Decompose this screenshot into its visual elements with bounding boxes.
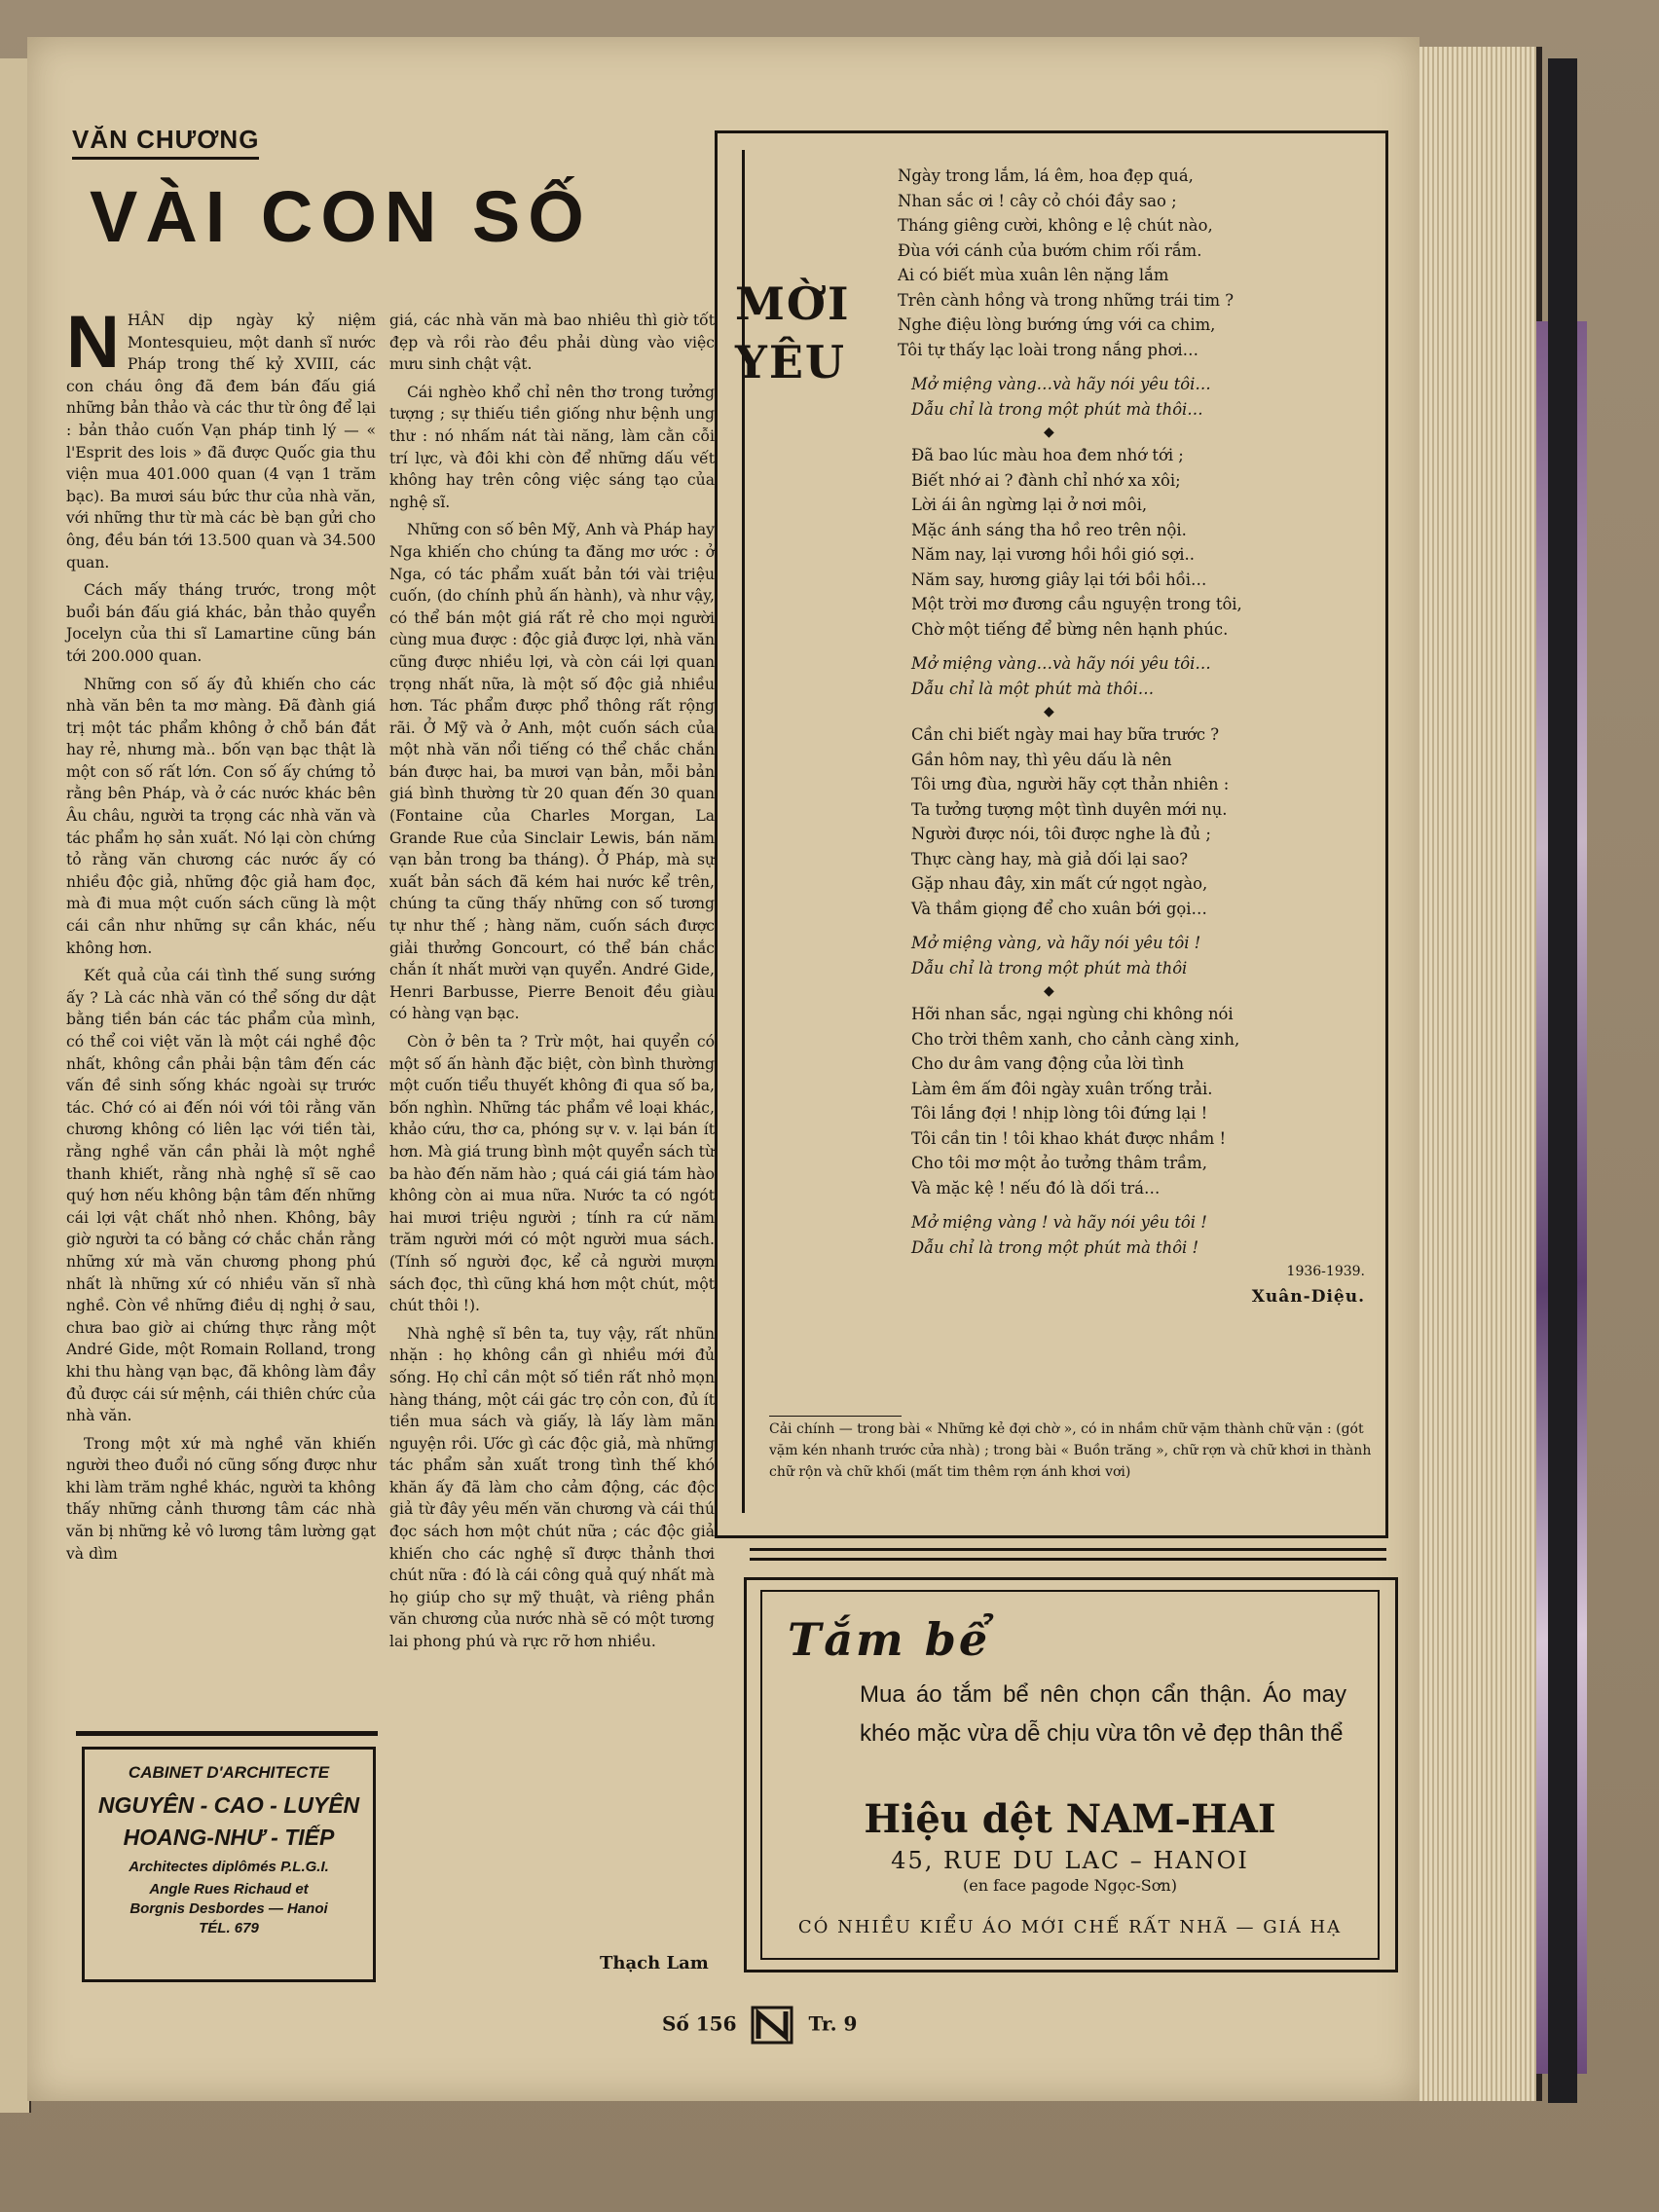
poem-refrain: Dẫu chỉ là trong một phút mà thôi !	[911, 1237, 1199, 1257]
poem-refrain: Mở miệng vàng…và hãy nói yêu tôi…	[911, 654, 1211, 673]
poem-line: Hỡi nhan sắc, ngại ngùng chi không nói	[911, 1005, 1234, 1023]
ad-subaddress: (en face pagode Ngọc-Sơn)	[963, 1876, 1177, 1895]
poem-line: Người được nói, tôi được nghe là đủ ;	[911, 825, 1211, 843]
diamond-ornament: ◆	[1044, 424, 1054, 440]
masthead-logo-icon	[751, 2006, 793, 2045]
poem-line: Trên cành hồng và trong những trái tim ?	[898, 290, 1235, 310]
poem-line: Tôi ưng đùa, người hãy cợt thản nhiên :	[911, 775, 1230, 793]
ad-brand: Hiệu dệt NAM-HAI	[864, 1796, 1276, 1842]
article-paragraph: Nhà nghệ sĩ bên ta, tuy vậy, rất nhũn nhặn : họ không cần gì nhiều mới đủ sống. Họ chỉ cần một số tiền rất nhỏ mọn hàng tháng, một cái gác trọ cỏn con, đủ ít tiền mua sách và giấy, là lấy làm mãn nguyện rồi. Ước gì các độc giả, mà những tác phẩm sản xuất trong tình thế khó khăn ấy đã làm cho cảm động, các độc giả từ đây yêu mến văn chương và cái thú đọc sách hơn một chút nữa ; các độc giả khiến cho các nghệ sĩ được thảnh thơi chút nữa : đó là cái công quả quý nhất mà họ giúp cho sự mỹ thuật, và riêng phần văn chương của nước nhà sẽ có một tương lai phong phú và rực rỡ hơn nhiều.	[389, 1324, 715, 1651]
poem-line: Làm êm ấm đôi ngày xuân trống trải.	[911, 1079, 1213, 1098]
ad-inner-frame	[760, 1590, 1380, 1960]
ad-title: Tắm bể	[788, 1613, 991, 1666]
article-paragraph: giá, các nhà văn mà bao nhiêu thì giờ tốt đẹp và rồi rào đều phải dùng vào việc mưu sinh chật vật.	[389, 312, 715, 374]
issue-number: Số 156	[662, 2011, 737, 2036]
poem-line: Một trời mơ đương cầu nguyện trong tôi,	[911, 595, 1242, 613]
poem-line: Cho trời thêm xanh, cho cảnh càng xinh,	[911, 1029, 1240, 1049]
cab-line: TÉL. 679	[199, 1920, 259, 1936]
poem-title-line: YÊU	[735, 336, 847, 388]
poem-line: Đùa với cánh của bướm chim rối rắm.	[898, 240, 1202, 260]
poem-line: Cho dư âm vang động của lời tình	[911, 1054, 1185, 1073]
correction-text: Cải chính — trong bài « Những kẻ đợi chờ », có in nhầm chữ vặm thành chữ vặn : (gót vặm kén nhanh trước cửa nhà) ; trong bài « Buồn trăng », chữ rợn và chữ khơi in thành chữ rộn và chữ khối (mất tim thêm rợn ánh khơi vơi)	[769, 1421, 1372, 1480]
article-signature: Thạch Lam	[600, 1953, 709, 1973]
book-page-edges	[1419, 47, 1542, 2101]
article-paragraph: NHÂN dịp ngày kỷ niệm Montesquieu, một danh sĩ nước Pháp trong thế kỷ XVIII, các con cháu ông đã đem bán đấu giá những bản thảo và các thư từ ông để lại : bản thảo cuốn Vạn pháp tinh lý — « l'Esprit des lois » đã được Quốc gia thu viện mua 401.000 quan (4 vạn 1 trăm bạc). Ba mươi sáu bức thư của nhà văn, với những thư từ mà các bè bạn gửi cho ông, đều bán tới 13.500 quan và 34.500 quan.	[66, 301, 376, 571]
drop-cap: N	[66, 301, 120, 384]
diamond-ornament: ◆	[1044, 983, 1054, 999]
ad-tagline: CÓ NHIỀU KIỂU ÁO MỚI CHẾ RẤT NHÃ — GIÁ HẠ	[797, 1917, 1343, 1937]
poem-title	[735, 275, 851, 391]
page-number: Tr. 9	[808, 2011, 858, 2036]
poem-line: Và thầm giọng để cho xuân bới gọi…	[911, 899, 1207, 918]
poem-refrain: Mở miệng vàng, và hãy nói yêu tôi !	[911, 934, 1201, 952]
article-title: VÀI CON SỐ	[90, 176, 592, 257]
cab-line: HOANG-NHƯ - TIẾP	[123, 1825, 335, 1850]
poem-line: Tháng giêng cười, không e lệ chút nào,	[898, 216, 1213, 235]
article-paragraph: Cách mấy tháng trước, trong một buổi bán đấu giá khác, bản thảo quyển Jocelyn của thi sĩ Lamartine cũng bán tới 200.000 quan.	[66, 581, 376, 665]
poem-line: Nhan sắc ơi ! cây cỏ chói đầy sao ;	[898, 191, 1177, 210]
poem-line: Thực càng hay, mà giả dối lại sao?	[911, 849, 1188, 868]
poem-refrain: Dẫu chỉ là trong một phút mà thôi…	[911, 399, 1203, 419]
poem-line: Tôi lắng đợi ! nhịp lòng tôi đứng lại !	[911, 1104, 1208, 1123]
poem-line: Ai có biết mùa xuân lên nặng lắm	[898, 266, 1169, 284]
ad-text: Mua áo tắm bể nên chọn cẩn thận. Áo may khéo mặc vừa dễ chịu vừa tôn vẻ đẹp thân thể	[860, 1681, 1346, 1747]
book-cover	[1548, 58, 1577, 2103]
poem-line: Cần chi biết ngày mai hay bữa trước ?	[911, 725, 1220, 744]
poem-line: Đã bao lúc màu hoa đem nhớ tới ;	[911, 446, 1184, 464]
poem-line: Ta tưởng tượng một tình duyên mới nụ.	[911, 799, 1228, 819]
diamond-ornament: ◆	[1044, 704, 1054, 719]
poem-line: Cho tôi mơ một ảo tưởng thâm trầm,	[911, 1154, 1207, 1172]
article-paragraph: Còn ở bên ta ? Trừ một, hai quyển có một số ấn hành đặc biệt, còn bình thường một cuốn tiểu thuyết không đi qua số ba, bốn nghìn. Những tác phẩm về loại khác, khảo cứu, thơ ca, phóng sự v. v. lại bán ít hơn. Mà giá trung bình một quyển sách từ ba hào đến năm hào ; quá cái giá tám hào không còn ai mua nữa. Nước ta có ngót hai mươi triệu người ; tính ra cứ năm trăm người mới có một người mua sách. (Tính số người đọc, kể cả người mượn sách đọc, thì cũng khá hơn một chút, một chút thôi !).	[389, 1033, 715, 1315]
poem-refrain: Mở miệng vàng…và hãy nói yêu tôi…	[911, 375, 1211, 393]
ad-address: 45, RUE DU LAC – HANOI	[891, 1847, 1249, 1874]
poem-refrain: Dẫu chỉ là một phút mà thôi…	[911, 679, 1155, 698]
poem-author: Xuân-Diệu.	[1251, 1286, 1365, 1307]
swimwear-advertisement	[744, 1577, 1398, 1972]
cab-line: Architectes diplômés P.L.G.I.	[129, 1859, 329, 1875]
poem-line: Năm nay, lại vương hồi hồi gió sợi..	[911, 545, 1195, 564]
correction-note	[769, 1416, 1373, 1483]
poem-refrain: Mở miệng vàng ! và hãy nói yêu tôi !	[911, 1213, 1207, 1232]
page-footer	[662, 2006, 905, 2045]
poem-refrain: Dẫu chỉ là trong một phút mà thôi	[911, 958, 1188, 977]
poem-title-line: MỜI	[735, 277, 851, 330]
poem-line: Gần hôm nay, thì yêu dấu là nên	[911, 750, 1172, 769]
poem-body	[898, 164, 1365, 1309]
article-paragraph: Những con số ấy đủ khiến cho các nhà văn bên ta mơ màng. Đã đành giá trị một tác phẩm không ở chỗ bán đắt hay rẻ, nhưng mà.. bốn vạn bạc thật là một con số rất lớn. Con số ấy chứng tỏ rằng bên Pháp, và ở các nước khác bên Âu châu, người ta trọng các nhà văn và tác phẩm họ sản xuất. Nó lại còn chứng tỏ rằng văn chương các nước ấy có nhiều độc giả, những độc giả ham đọc, mà đi mua một cuốn sách cũng là một cái cần như những sự cần khác, nếu không hơn.	[66, 675, 376, 957]
article-paragraph: Trong một xứ mà nghề văn khiến người theo đuổi nó cũng sống được như khi làm trăm nghề khác, người ta không thấy những cảnh thương tâm các nhà văn bị những kẻ vô lương tâm lường gạt và dìm	[66, 1434, 376, 1563]
poem-line: Biết nhớ ai ? đành chỉ nhớ xa xôi;	[911, 470, 1181, 490]
poem-line: Tôi tự thấy lạc loài trong nắng phơi…	[898, 340, 1199, 359]
cab-line: NGUYÊN - CAO - LUYÊN	[97, 1792, 360, 1818]
note-rule	[769, 1416, 902, 1417]
divider	[76, 1731, 378, 1736]
divider	[750, 1548, 1386, 1551]
divider	[750, 1558, 1386, 1561]
article-paragraph: Kết quả của cái tình thế sung sướng ấy ? Là các nhà văn có thể sống dư dật bằng tiền bán các tác phẩm của mình, có thể coi việt văn là một cái nghề độc nhất, không cần phải bận tâm đến các vấn đề sinh sống khác ngoài sự trước tác. Chớ có ai đến nói với tôi rằng văn chương không có liên lạc với tiền tài, rằng nghề văn cần phải là một nghề thanh khiết, rằng nhà nghệ sĩ sẽ cao quý hơn nếu không bận tâm đến những cái lợi vật chất nhỏ nhen. Không, bây giờ người ta có bằng cớ chắc chắn rằng những xứ mà văn chương phong phú nhất là những xứ có nhiều văn sĩ nhà nghề. Còn về những điều dị nghị ở sau, chưa bao giờ ai chứng thực rằng một André Gide, một Romain Rolland, trong khi thu hàng vạn bạc, đã không làm đầy đủ được cái sứ mệnh, cái thiên chức của nhà văn.	[66, 967, 376, 1425]
article-column-2	[389, 310, 715, 1659]
cab-line: CABINET D'ARCHITECTE	[128, 1763, 330, 1782]
poem-line: Gặp nhau đây, xin mất cứ ngọt ngào,	[911, 874, 1208, 893]
poem-line: Nghe điệu lòng bướng ứng với ca chim,	[898, 315, 1216, 334]
poem-line: Chờ một tiếng để bừng nên hạnh phúc.	[911, 619, 1229, 639]
poem-line: Lời ái ân ngừng lại ở nơi môi,	[911, 496, 1148, 514]
poem-line: Mặc ánh sáng tha hồ reo trên nội.	[911, 520, 1187, 539]
cab-line: Borgnis Desbordes — Hanoi	[129, 1900, 328, 1917]
poem-line: Và mặc kệ ! nếu đó là dối trá…	[911, 1178, 1161, 1198]
poem-line: Năm say, hương giây lại tới bồi hồi…	[911, 570, 1207, 589]
poem-line: Tôi cần tin ! tôi khao khát được nhầm !	[911, 1128, 1227, 1148]
article-paragraph: Những con số bên Mỹ, Anh và Pháp hay Nga khiến cho chúng ta đăng mơ ước : ở Nga, có tác phẩm xuất bản tới vài triệu cuốn, (do chính phủ ấn hành), và như vậy, có thể bán một giá rất rẻ cho mọi người cùng mua được : độc giả được lợi, nhà văn cũng được nhiều lợi, và còn cái lợi quan trọng nhất nữa, là một số độc giả nhiều hơn. Tác phẩm được phổ thông rất rộng rãi. Ở Mỹ và ở Anh, một cuốn sách của một nhà văn nổi tiếng có thể chắc chắn bán được hai, ba mươi vạn bản, mỗi bản giá bình thường từ 20 quan đến 30 quan (Fontaine của Charles Morgan, La Grande Rue của Sinclair Lewis, bán năm vạn bản trong ba tháng). Ở Pháp, mà sự xuất bản sách đã kém hai nước kể trên, chúng ta cũng thấy những con số tương tự như thế ; hàng năm, cuốn sách được giải thưởng Goncourt, có thể bán chắc chắn ít nhất mười vạn quyển. André Gide, Henri Barbusse, Pierre Benoit đều giàu có hàng vạn bạc.	[389, 521, 715, 1023]
architect-advertisement	[82, 1747, 376, 1982]
cab-line: Angle Rues Richaud et	[149, 1881, 309, 1898]
article-column-1	[66, 301, 376, 1570]
article-paragraph: Cái nghèo khổ chỉ nên thơ trong tưởng tượng ; sự thiếu tiền giống như bệnh ung thư : nó nhấm nát tài năng, làm cằn cỗi trí lực, và đôi khi còn để những dấu vết không hay trên công việc sáng tạo của nghệ sĩ.	[389, 383, 715, 511]
section-label: VĂN CHƯƠNG	[72, 125, 259, 160]
poem-date: 1936-1939.	[1286, 1264, 1365, 1279]
poem-line: Ngày trong lắm, lá êm, hoa đẹp quá,	[898, 166, 1194, 185]
